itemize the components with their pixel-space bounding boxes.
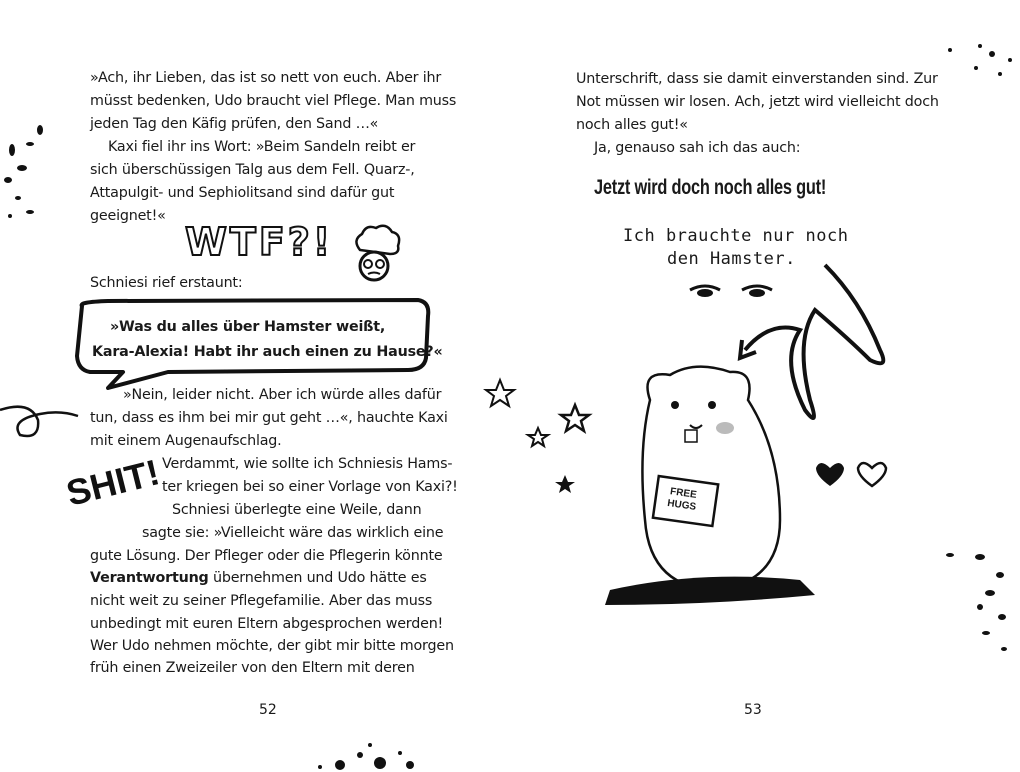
text-line: unbedingt mit euren Eltern abgesprochen werden! [90,616,444,632]
text-line: müsst bedenken, Udo braucht viel Pflege. Man muss [90,93,457,109]
speech-bubble-text: »Was du alles über Hamster weißt, [110,319,386,335]
shit-lettering: SHIT! [62,451,164,514]
ink-splatter [940,545,1020,660]
exploding-head-icon [340,220,410,290]
text-line: Kaxi fiel ihr ins Wort: »Beim Sandeln reibt er [108,139,416,155]
text-line: noch alles gut!« [576,117,688,133]
speech-bubble-text: Kara-Alexia! Habt ihr auch einen zu Hause?« [92,344,443,360]
text-line: Not müssen wir losen. Ach, jetzt wird vielleicht doch [576,94,939,110]
text-line: gute Lösung. Der Pfleger oder die Pflegerin könnte [90,548,443,564]
text-line: Unterschrift, dass sie damit einverstanden sind. Zur [576,71,938,87]
ink-splatter [300,725,440,772]
text-line: Schniesi überlegte eine Weile, dann [172,502,422,518]
text-line: sagte sie: »Vielleicht wäre das wirklich eine [142,525,444,541]
sign-text [666,486,698,514]
bold-word: Verantwortung [90,570,209,586]
wtf-lettering: WTF?! [185,220,334,264]
text-line: Attapulgit- und Sephiolitsand sind dafür gut [90,185,395,201]
text-line: ter kriegen bei so einer Vorlage von Kaxi?! [162,479,458,495]
text-line: »Ach, ihr Lieben, das ist so nett von euch. Aber ihr [90,70,442,86]
handwritten-text: den Hamster. [667,249,796,269]
handwritten-text: Ich brauchte nur noch [623,226,849,246]
sign-line: FREE [669,486,698,501]
ink-splatter [0,120,50,230]
text-line: Verdammt, wie sollte ich Schniesis Hams- [162,456,453,472]
text-line: nicht weit zu seiner Pflegefamilie. Aber das muss [90,593,433,609]
heading: Jetzt wird doch noch alles gut! [594,176,827,199]
text-line: geeignet!« [90,208,166,224]
text-line: früh einen Zweizeiler von den Eltern mit deren [90,660,415,676]
text-line: Schniesi rief erstaunt: [90,275,243,291]
text-line: Wer Udo nehmen möchte, der gibt mir bitte morgen [90,638,454,654]
text-line: jeden Tag den Käfig prüfen, den Sand …« [90,116,379,132]
text-line: mit einem Augenaufschlag. [90,433,282,449]
text-line [90,568,427,588]
text-span: übernehmen und Udo hätte es [212,570,427,586]
ink-splatter [940,40,1020,80]
text-line: sich überschüssigen Talg aus dem Fell. Quarz-, [90,162,415,178]
page-number: 52 [259,702,277,718]
text-line: tun, dass es ihm bei mir gut geht …«, hauchte Kaxi [90,410,448,426]
text-line: »Nein, leider nicht. Aber ich würde alles dafür [123,387,442,403]
swirl-doodle [0,380,80,460]
hamster-illustration [480,260,900,630]
page-number: 53 [744,702,762,718]
text-line: Ja, genauso sah ich das auch: [594,140,801,156]
sign-line: HUGS [666,497,697,513]
